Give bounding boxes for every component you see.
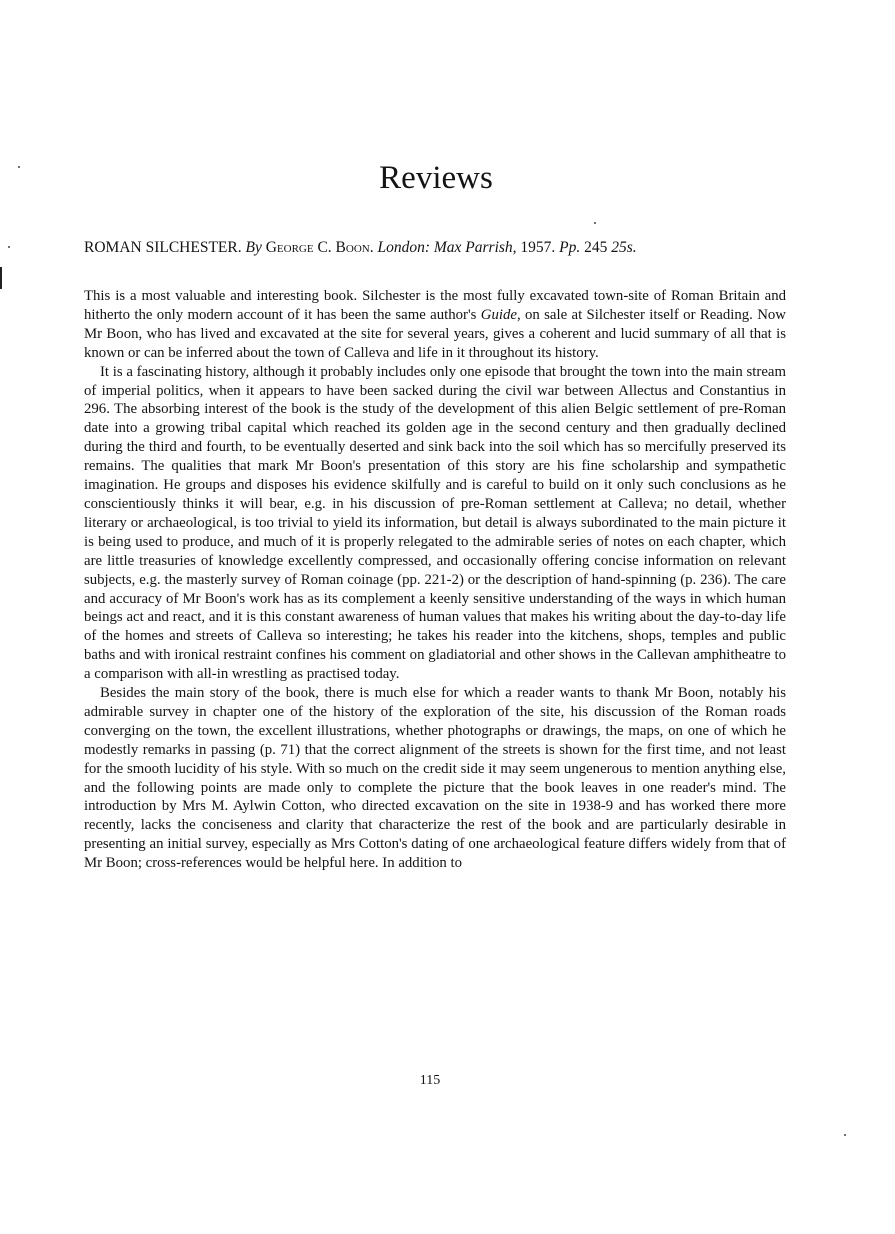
- price: 25s.: [611, 239, 637, 256]
- author-name: George C. Boon.: [265, 239, 374, 256]
- pages-label: Pp.: [559, 239, 581, 256]
- scan-speck: [594, 222, 596, 224]
- book-title: ROMAN SILCHESTER.: [84, 239, 242, 256]
- review-body: [84, 287, 786, 873]
- paragraph-2: It is a fascinating history, although it probably includes only one episode that brought the town into the main stream of imperial politics, when it appears to have been sacked during the civil war between Allectus and Constantius in 296. The absorbing interest of the book is the study of the development of this alien Belgic settlement of pre-Roman date into a growing tribal capital which reached its golden age in the second century and then gradually declined during the third and fourth, to be eventually deserted and sink back into the soil which has so mercifully preserved its remains. The qualities that mark Mr Boon's presentation of this story are his fine scholarship and sympathetic imagination. He groups and disposes his evidence skilfully and is careful to build on it only such conclusions as he conscientiously thinks it will bear, e.g. in his discussion of pre-Roman settlement at Calleva; no detail, whether literary or archaeological, is too trivial to yield its information, but detail is always subordinated to the main picture it is being used to produce, and much of it is properly relegated to the admirable series of notes on each chapter, which are little treasuries of knowledge excellently compressed, and occasionally offering concise information on relevant subjects, e.g. the masterly survey of Roman coinage (pp. 221-2) or the description of hand-spinning (p. 236). The care and accuracy of Mr Boon's work has as its complement a keenly sensitive understanding of the ways in which human beings act and react, and it is this constant awareness of human values that makes his writing about the day-to-day life of the homes and streets of Calleva so interesting; he takes his reader into the kitchens, shops, temples and public baths and with ironical restraint confines his comment on gladiatorial and other shows in the Callevan amphitheatre to a comparison with all-in wrestling as practised today.: [84, 363, 786, 683]
- review-citation: [84, 238, 810, 257]
- paragraph-1: [84, 287, 786, 363]
- section-heading: Reviews: [379, 160, 493, 196]
- publisher: London: Max Parrish,: [377, 239, 517, 256]
- scan-edge-mark: [0, 267, 2, 289]
- publication-year: 1957.: [520, 239, 556, 256]
- scan-speck: [844, 1134, 846, 1136]
- paragraph-1-start: This is a most valuable and interesting book. Silchester is the most fully excavated town-site of Roman Britain and hitherto the only modern account of it has been the same author's: [84, 288, 786, 323]
- by-label: By: [245, 239, 262, 256]
- page-count: 245: [584, 239, 608, 256]
- paragraph-3: Besides the main story of the book, there is much else for which a reader wants to thank Mr Boon, notably his admirable survey in chapter one of the history of the exploration of the site, his discussion of the Roman roads converging on the town, the excellent illustrations, whether photographs or drawings, the maps, on one of which he modestly remarks in passing (p. 71) that the correct alignment of the streets is shown for the first time, and not least for the smooth lucidity of his style. With so much on the credit side it may seem ungenerous to mention anything else, and the following points are made only to complete the picture that the book leaves in one reader's mind. The introduction by Mrs M. Aylwin Cotton, who directed excavation on the site in 1938-9 and has worked there more recently, lacks the conciseness and clarity that characterize the rest of the book and are particularly desirable in presenting an initial survey, especially as Mrs Cotton's dating of one archaeological feature differs widely from that of Mr Boon; cross-references would be helpful here. In addition to: [84, 685, 786, 872]
- paragraph-1-end: , on sale at Silchester itself or Reading. Now Mr Boon, who has lived and excavated at the site for several years, gives a coherent and lucid summary of all that is known or can be inferred about the town of Calleva and life in it throughout its history.: [84, 306, 786, 361]
- page-number: 115: [419, 1073, 441, 1088]
- scan-speck: [8, 246, 10, 248]
- guide-title: Guide: [480, 306, 517, 323]
